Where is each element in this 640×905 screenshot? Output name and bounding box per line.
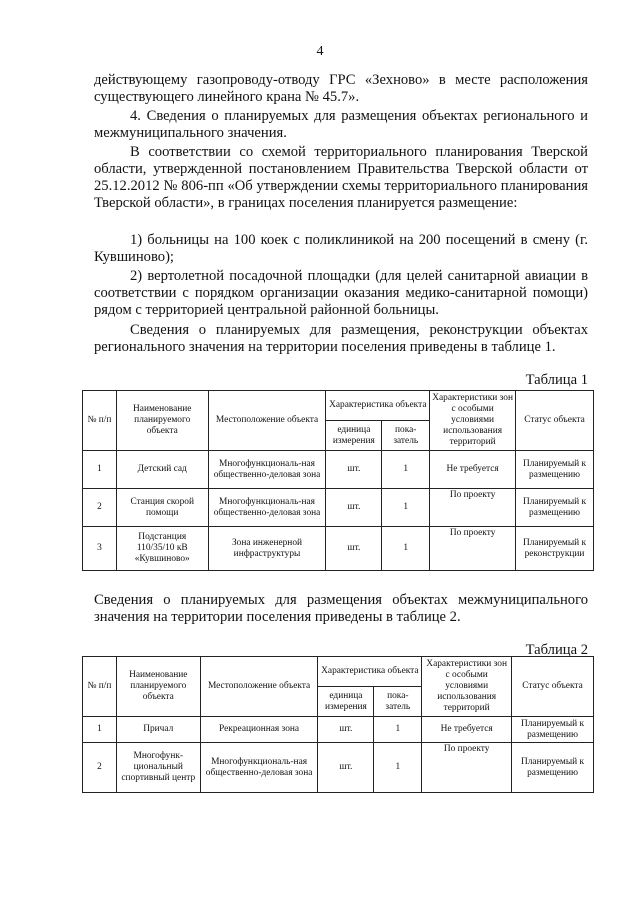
cell-indicator: 1: [374, 717, 422, 743]
table-row: [83, 527, 594, 571]
cell-location: Многофункциональ-ная общественно-деловая зона: [208, 451, 326, 489]
table2-caption: Таблица 2: [525, 642, 588, 658]
cell-location: Рекреационная зона: [200, 717, 318, 743]
cell-unit: шт.: [318, 743, 374, 793]
paragraph-gas-pipeline: действующему газопроводу-отводу ГРС «Зехново» в месте расположения существующего линейного крана № 45.7».: [94, 72, 588, 105]
header-characteristic: Характеристика объекта: [318, 657, 422, 687]
paragraph-territorial-scheme: В соответствии со схемой территориального планирования Тверской области, утвержденной постановлением Правительства Тверской области от 25.12.2012 № 806-пп «Об утверждении схемы территориального планирования Тверской области», в границах поселения планируется размещение:: [94, 144, 588, 211]
cell-name: Станция скорой помощи: [116, 489, 208, 527]
cell-indicator: 1: [382, 489, 430, 527]
cell-indicator: 1: [382, 451, 430, 489]
header-location: Местоположение объекта: [200, 657, 318, 717]
cell-status: Планируемый к размещению: [512, 743, 594, 793]
section-4-heading: 4. Сведения о планируемых для размещения объектах регионального и межмуниципального значения.: [94, 108, 588, 141]
header-indicator: пока-затель: [382, 421, 430, 451]
header-name: Наименование планируемого объекта: [116, 391, 208, 451]
header-status: Статус объекта: [516, 391, 594, 451]
header-num: № п/п: [83, 391, 117, 451]
header-num: № п/п: [83, 657, 117, 717]
cell-num: 2: [83, 489, 117, 527]
table-row: [83, 743, 594, 793]
page-number: 4: [316, 44, 324, 59]
cell-unit: шт.: [326, 489, 382, 527]
cell-name: Причал: [116, 717, 200, 743]
cell-num: 1: [83, 451, 117, 489]
cell-zones: Не требуется: [422, 717, 512, 743]
header-status: Статус объекта: [512, 657, 594, 717]
cell-zones: По проекту: [430, 489, 516, 527]
table-row: [83, 717, 594, 743]
cell-name: Подстанция 110/35/10 кВ «Кувшиново»: [116, 527, 208, 571]
header-zones: Характеристики зон с особыми условиями использования территорий: [430, 391, 516, 451]
table-row: [83, 451, 594, 489]
cell-status: Планируемый к размещению: [516, 451, 594, 489]
cell-num: 2: [83, 743, 117, 793]
cell-unit: шт.: [326, 451, 382, 489]
header-characteristic: Характеристика объекта: [326, 391, 430, 421]
cell-zones: Не требуется: [430, 451, 516, 489]
list-item-helipad: 2) вертолетной посадочной площадки (для целей санитарной авиации в соответствии с порядком организации оказания медико-санитарной помощи) рядом с территорией центральной районной больницы.: [94, 268, 588, 318]
table-row: [83, 489, 594, 527]
table-regional-objects: [82, 390, 594, 571]
cell-unit: шт.: [326, 527, 382, 571]
cell-zones: По проекту: [422, 743, 512, 793]
cell-unit: шт.: [318, 717, 374, 743]
list-item-hospital: 1) больницы на 100 коек с поликлиникой на 200 посещений в смену (г. Кувшиново);: [94, 232, 588, 265]
cell-num: 1: [83, 717, 117, 743]
cell-indicator: 1: [382, 527, 430, 571]
header-unit: единица измерения: [326, 421, 382, 451]
header-unit: единица измерения: [318, 687, 374, 717]
header-name: Наименование планируемого объекта: [116, 657, 200, 717]
cell-location: Многофункциональ-ная общественно-деловая зона: [208, 489, 326, 527]
cell-status: Планируемый к реконструкции: [516, 527, 594, 571]
cell-zones: По проекту: [430, 527, 516, 571]
cell-name: Детский сад: [116, 451, 208, 489]
paragraph-table2-intro: Сведения о планируемых для размещения объектах межмуниципального значения на территории поселения приведены в таблице 2.: [94, 592, 588, 625]
cell-status: Планируемый к размещению: [512, 717, 594, 743]
table-intermunicipal-objects: [82, 656, 594, 793]
cell-name: Многофунк-циональный спортивный центр: [116, 743, 200, 793]
table1-caption: Таблица 1: [525, 372, 588, 388]
cell-location: Многофункциональ-ная общественно-деловая зона: [200, 743, 318, 793]
header-location: Местоположение объекта: [208, 391, 326, 451]
cell-num: 3: [83, 527, 117, 571]
paragraph-table1-intro: Сведения о планируемых для размещения, реконструкции объектах регионального значения на территории поселения приведены в таблице 1.: [94, 322, 588, 355]
cell-status: Планируемый к размещению: [516, 489, 594, 527]
cell-location: Зона инженерной инфраструктуры: [208, 527, 326, 571]
cell-indicator: 1: [374, 743, 422, 793]
header-indicator: пока-затель: [374, 687, 422, 717]
header-zones: Характеристики зон с особыми условиями использования территорий: [422, 657, 512, 717]
